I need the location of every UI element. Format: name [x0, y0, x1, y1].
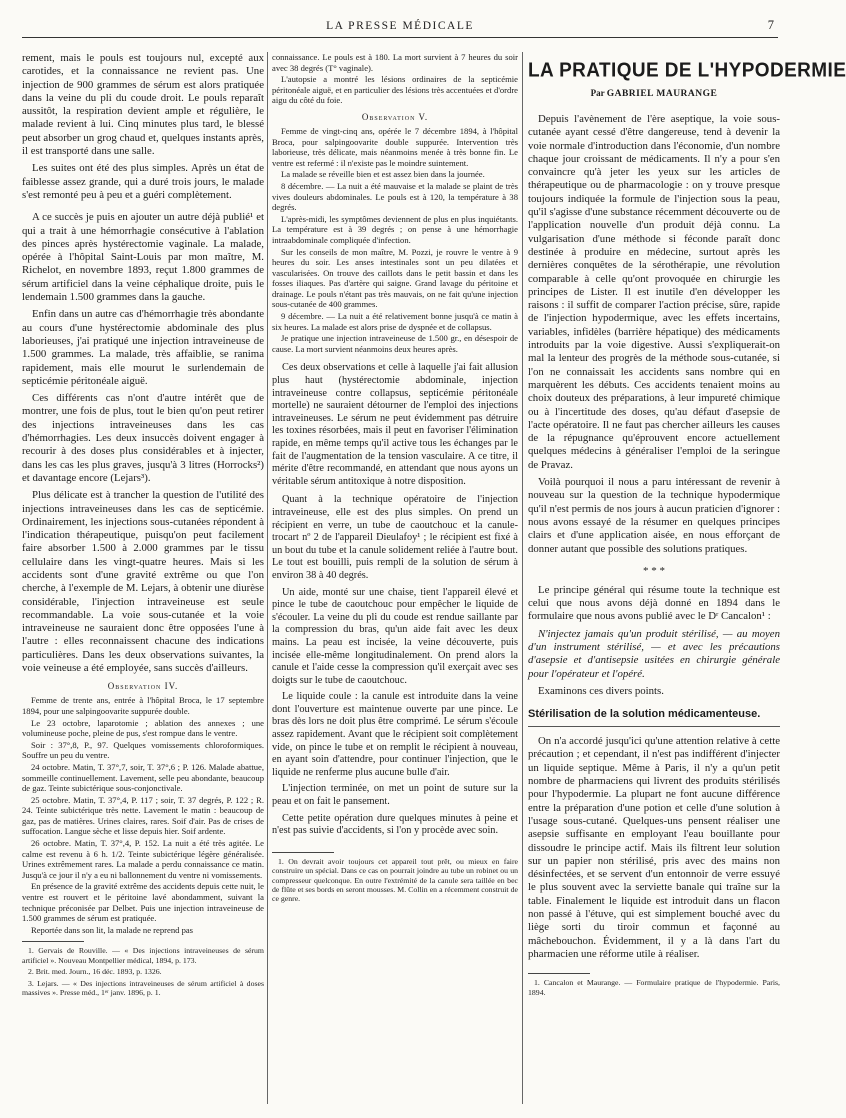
header-rule — [22, 37, 778, 38]
section-heading: Stérilisation de la solution médicamenteuse. — [528, 708, 780, 727]
footnote: 1. On devrait avoir toujours cet appareil tout prêt, ou mieux en faire construire un spécial. Dans ce cas on pourrait joindre au tube un robinet ou un compresseur quelconque. En outre l'extrémité de la canule sera taillée en bec de flûte et ses bords en seront mousses. M. Collin en a récemment construit de ce genre. — [272, 856, 518, 904]
footnote: 1. Gervais de Rouville. — « Des injections intraveineuses de sérum artificiel ». Nouveau Montpellier médical, 1894, p. 173. — [22, 946, 264, 965]
observation-text: 9 décembre. — La nuit a été relativement bonne jusqu'à ce matin à six heures. La malade est alors prise de dyspnée et de collapsus. — [272, 311, 518, 332]
observation-text: Soir : 37°,8, P., 97. Quelques vomissements chloroformiques. Souffre un peu du ventre. — [22, 739, 264, 761]
byline-prefix: Par — [590, 88, 605, 98]
page-header — [22, 12, 778, 38]
observation-text: La malade se réveille bien et est assez bien dans la journée. — [281, 169, 485, 180]
paragraph: Le liquide coule : la canule est introduite dans la veine dont l'ouverture est maintenue ouverte par une pince. Le bras dès lors ne doit plus être comprimé. Le sérum s'écoule assez rapidement. Avant que le récipient soit complètement vide, on pince le tube et on remplit le récipient à nouveau, en ayant soin d'attendre, pour continuer l'injection, que le liquide ne renferme plus aucune bulle d'air. — [272, 691, 518, 778]
article-title: LA PRATIQUE DE L'HYPODERMIE — [528, 59, 846, 82]
observation-text: Le 23 octobre, laparotomie ; ablation des annexes ; une volumineuse poche, pleine de pus, s'est rompue dans le ventre. — [22, 717, 264, 739]
column-divider-1 — [267, 52, 268, 1104]
footnote-rule — [22, 941, 84, 942]
paragraph: Examinons ces divers points. — [538, 684, 664, 697]
paragraph: Cette petite opération dure quelques minutes à peine et n'est pas suivie d'accidents, si l'on y procède avec soin. — [272, 812, 518, 837]
footnote-rule — [528, 973, 590, 974]
observation-text: 8 décembre. — La nuit a été mauvaise et la malade se plaint de très vives douleurs abdominales. Le pouls est à 120, la température à 38 degrés. — [272, 180, 518, 213]
paragraph: Ces deux observations et celle à laquelle j'ai fait allusion plus haut (hystérectomie abdominale, injection intraveineuse contre collapsus, septicémie péritonéale mortelle) ne sauraient détourner de l'emploi des injections intraveineuses. Le sérum ne peut évidemment pas détruire les toxines résorbées, mais il peut en favoriser l'élimination rapide, en même temps qu'il active tous les échanges par le fait de l'augmentation de la tension vasculaire. A ce titre, il mérite d'être recommandé, en attendant que nous ayons un véritable sérum antitoxique à notre disposition. — [272, 362, 518, 487]
paragraph: Quant à la technique opératoire de l'injection intraveineuse, elle est des plus simples. On prend un récipient en verre, un tube de caoutchouc et la canule-trocart nº 2 de l'appareil Dieulafoy¹ ; le récipient est fixé à un bout du tube et la canule solidement reliée à l'autre bout. Le tout est bouilli, puis rempli de la solution de sérum à environ 38 à 40 degrés. — [272, 494, 518, 581]
column-left — [22, 52, 264, 1102]
page-number: 7 — [767, 18, 774, 32]
footnote: 3. Lejars. — « Des injections intraveineuses de sérum artificiel à doses massives ». Presse méd., 1ᵉʳ janv. 1896, p. 1. — [22, 978, 264, 998]
column-middle — [272, 52, 518, 1102]
principle-statement: N'injectez jamais qu'un produit stérilisé, — au moyen d'un instrument stérilisé, — et avec les précautions d'asepsie et d'antisepsie usitées en chirurgie générale pour l'opérateur et l'opéré. — [528, 627, 780, 680]
paragraph: Plus délicate est à trancher la question de l'utilité des injections intraveineuses dans les cas de septicémie. Ordinairement, les injections sous-cutanées répondent à l'indication thérapeutique, puisqu'on peut facilement faire absorber 1.500 à 2.000 grammes par le tissu cellulaire dans les vingt-quatre heures. Mais si les accidents sont d'une gravité extrême ou que l'on cherche, à l'exemple de M. Lejars, à obtenir une diurèse considérable, l'injection intraveineuse est seule recommandable. La voie sous-cutanée et la voie intraveineuse ne sauraient donc être opposées l'une à l'autre : elles reconnaissent chacune des indications particulières. Dans les deux observations suivantes, la voie veineuse a été employée, sans succès d'ailleurs. — [22, 489, 264, 675]
running-title: LA PRESSE MÉDICALE — [326, 20, 474, 32]
column-divider-2 — [522, 52, 523, 1104]
paragraph: A ce succès je puis en ajouter un autre déjà publié¹ et qui a trait à une hémorrhagie consécutive à l'ablation des pinces après hystérectomie vaginale. La malade, opérée à l'hôpital Saint-Louis par mon maître, M. Richelot, en novembre 1893, reçut 1.800 grammes de sérum artificiel dans la veine céphalique droite, puis le lendemain 1.500 grammes dans la gauche. — [22, 211, 264, 304]
observation-text: L'autopsie a montré les lésions ordinaires de la septicémie péritonéale aiguë, et en particulier des lésions très accentuées et d'ordre aigu du côté du foie. — [272, 74, 518, 106]
observation-text: Reportée dans son lit, la malade ne reprend pas — [31, 924, 194, 935]
observation-heading: Observation V. — [361, 111, 429, 122]
author-name: GABRIEL MAURANGE — [606, 89, 718, 99]
footnote: 1. Cancalon et Maurange. — Formulaire pratique de l'hypodermie. Paris, 1894. — [528, 978, 780, 997]
observation-text: Je pratique une injection intraveineuse de 1.500 gr., en désespoir de cause. La mort survient néanmoins deux heures après. — [272, 333, 518, 354]
paragraph: Ces différents cas n'ont d'autre intérêt que de montrer, une fois de plus, tout le bien qu'on peut retirer des injections intraveineuses dans les cas d'hémorrhagies. Les deux insuccès doivent engager à recourir à des doses plus considérables et à injecter, dans les cas les plus graves, jusqu'à 3 litres (Horrocks²) et davantage encore (Lejars³). — [22, 392, 264, 484]
article-byline — [528, 88, 780, 99]
paragraph: Le principe général qui résume toute la technique est celui que nous avons déjà donné en 1894 dans le formulaire que nous avons publié avec le Dʳ Cancalon¹ : — [528, 583, 780, 623]
paragraph: L'injection terminée, on met un point de suture sur la peau et on fait le pansement. — [272, 783, 518, 808]
column-right — [528, 52, 846, 1102]
observation-text: Femme de trente ans, entrée à l'hôpital Broca, le 17 septembre 1894, pour une salpingoovarite suppurée double. — [22, 695, 264, 716]
observation-text: Sur les conseils de mon maître, M. Pozzi, je rouvre le ventre à 9 heures du soir. Les anses intestinales sont un peu dilatées et vascularisées. On trouve des caillots dans le petit bassin et dans les fosses iliaques. Pas d'artère qui saigne. Grand lavage du péritoine et drainage. Le pouls n'étant pas très mauvais, on ne fait qu'une injection sous-cutanée de 400 grammes. — [272, 246, 518, 310]
paragraph: Voilà pourquoi il nous a paru intéressant de revenir à nouveau sur la question de la technique hypodermique qu'il n'est permis de nos jours à aucun praticien d'ignorer : nous avons essayé de la résumer en quelques principes clairs et d'une application aisée, en nous efforçant de donner autant que possible des solutions pratiques. — [528, 476, 780, 555]
paragraph: rement, mais le pouls est toujours nul, excepté aux carotides, et la connaissance ne revient pas. Une injection de 900 grammes de sérum est alors pratiquée dans la veine du pli du coude droit. Le pouls reparaît aussitôt, la respiration devient ample et régulière, le malade revient à lui. Cinq minutes plus tard, le blessé peut absorber un grog chaud et, quelques instants après, il est transporté dans une salle. — [22, 52, 264, 158]
paragraph: Depuis l'avènement de l'ère aseptique, la voie sous-cutanée ayant cessé d'être dangereuse, tend à devenir la voie normale d'introduction dans l'économie, d'un nombre chaque jour croissant de médicaments. Il n'y a pour s'en convaincre qu'à jeter les yeux sur les articles de thérapeutique ou de pharmacologie : on y trouve presque toujours indiquée la formule de l'injection sous la peau, qu'il s'agisse d'une substance récemment découverte ou de l'application nouvelle d'un produit déjà connu. La vulgarisation d'une méthode si féconde paraît donc destinée à produire en médecine, surtout après les dernières conquêtes de la sérothérapie, une révolution comparable à celle qu'ont provoquée en chirurgie les principes de Lister. Il est inutile d'en développer les raisons : il suffit de comparer l'action précise, sûre, rapide de l'injection hypodermique, avec les effets incertains, variables, infidèles (barrière hépatique) des médicaments introduits par la voie digestive. Aussi s'expliquerait-on mal la lenteur des progrès de la méthode sous-cutanée, si l'on ne connaissait les accidents sans nombre qui en marquèrent les débuts. Ces accidents tenaient moins au choix douteux des préparations, à leur impureté chimique ou à l'incertitude des doses, qu'au défaut d'asepsie de l'acte opératoire. Il ne faut pas chercher ailleurs les causes de la répugnance qu'éprouvent encore actuellement quelques médecins à généraliser l'emploi de la seringue de Pravaz. — [528, 113, 780, 471]
observation-text: L'après-midi, les symptômes deviennent de plus en plus inquiétants. La température est à 39 degrés ; on pense à une hémorrhagie intraabdominale compliquée d'infection. — [272, 213, 518, 245]
observation-text: 25 octobre. Matin, T. 37°,4, P. 117 ; soir, T. 37 degrés, P. 122 ; R. 24. Teinte subictérique très nette. Lavement le matin : beaucoup de gaz, pas de matières. Urines claires, rares. Soif d'air. Pas de crises de suffocation. Langue sèche et lisse depuis hier. Soif ardente. — [22, 794, 264, 837]
observation-text: 26 octobre. Matin, T. 37°,4, P. 152. La nuit a été très agitée. Le calme est revenu à 6 h. 1/2. Teinte subictérique légère généralisée. Urines extrêmement rares. La malade a perdu connaissance ce matin. Jusqu'à ce jour il n'y a eu ni ballonnement du ventre ni vomissements. — [22, 838, 264, 880]
observation-heading: Observation IV. — [107, 681, 179, 692]
paragraph: Un aide, monté sur une chaise, tient l'appareil élevé et pince le tube de caoutchouc pour empêcher le liquide de s'écouler. La veine du pli du coude est rendue saillante par la compression du bras, qu'un aide fait avec les deux mains. La peau est incisée, la veine découverte, puis incisée elle-même longitudinalement. On prend alors la canule et l'aide cesse la compression qu'il exerçait avec ses doigts sur le tube de caoutchouc. — [272, 586, 518, 686]
footnote-rule — [272, 852, 334, 853]
footnote: 2. Brit. med. Journ., 16 déc. 1893, p. 1326. — [28, 967, 162, 977]
observation-text: connaissance. Le pouls est à 180. La mort survient à 7 heures du soir avec 38 degrés (T° vaginale). — [272, 52, 518, 73]
paragraph: On n'a accordé jusqu'ici qu'une attention relative à cette précaution ; et cependant, il n'est pas indifférent d'injecter un liquide septique. Même à Paris, il n'y a qu'un petit nombre de pharmaciens qui livrent des produits stérilisés pour l'hypodermie. La plupart ne font aucune différence entre la préparation d'une potion et celle d'une solution à l'usage sous-cutané. Quelques-uns pensent réaliser une asepsie suffisante en employant l'eau bouillante pour dissoudre le principe actif. Mais ils filtrent leur solution sur un papier non stérilisé, pris avec des mains non désinfectées, et se servent d'un entonnoir de verre essuyé le plus souvent avec la serviette banale qui traîne sur la table. Finalement le liquide est introduit dans un flacon non passé à l'étuve, qui est simplement bouché avec du liège sorti du tiroir commun et façonné au mâchebouchon. Évidemment, il y a là dans l'art du pharmacien une réforme utile à réaliser. — [528, 735, 780, 960]
observation-text: En présence de la gravité extrême des accidents depuis cette nuit, le ventre est rouvert et le péritoine lavé abondamment, suivant la technique préconisée par Delbet. Puis une injection intraveineuse de 1.500 grammes de sérum est pratiquée. — [22, 881, 264, 924]
observation-text: 24 octobre. Matin, T. 37°,7, soir, T. 37°,6 ; P. 126. Malade abattue, sommeille continuellement. Lavement, selle peu abondante, beaucoup de gaz. Teinte subictérique sous-conjonctivale. — [22, 761, 264, 794]
section-separator: * * * — [643, 564, 665, 577]
paragraph: Enfin dans un autre cas d'hémorrhagie très abondante au cours d'une hystérectomie abdominale des plus laborieuses, j'ai pratiqué une injection intraveineuse de 1.500 grammes. La malade, très affaiblie, se ranima rapidement, mais elle mourut le surlendemain de septicémie péritonéale aiguë. — [22, 308, 264, 387]
observation-text: Femme de vingt-cinq ans, opérée le 7 décembre 1894, à l'hôpital Broca, pour salpingoovarite double suppurée. Intervention très laborieuse, très délicate, mais néanmoins menée à très bonne fin. Le ventre est refermé : il n'existe pas le moindre suintement. — [272, 125, 518, 168]
paragraph: Les suites ont été des plus simples. Après un état de faiblesse assez grande, qui a duré trois jours, le malade s'est remonté peu à peu et a guéri complètement. — [22, 162, 264, 201]
